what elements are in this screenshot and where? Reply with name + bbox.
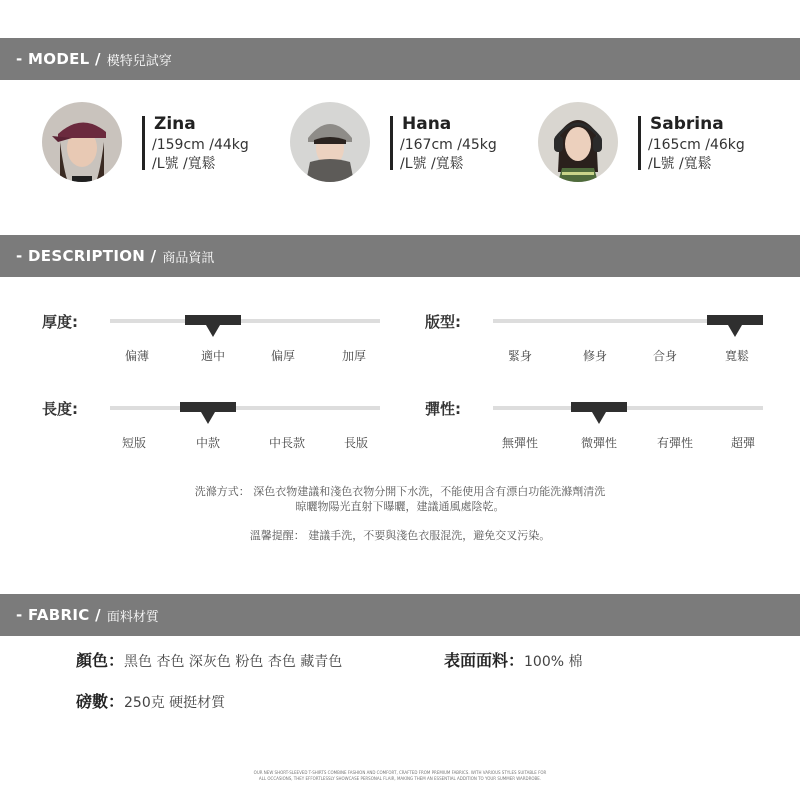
model-name: Zina [154, 114, 196, 134]
attribute-elasticity [425, 400, 765, 466]
fabric-material [444, 648, 583, 671]
section-title-en: - FABRIC / [16, 606, 101, 624]
model-card-hana [290, 100, 530, 190]
footer-tagline [0, 770, 800, 782]
attribute-label: 長度: [42, 400, 78, 418]
model-fit: /L號 /寬鬆 [152, 156, 216, 172]
attribute-option: 修身 [582, 349, 608, 363]
attribute-thickness [42, 313, 382, 379]
attribute-label: 彈性: [425, 400, 461, 418]
fabric-colors [76, 648, 342, 671]
attribute-track [110, 406, 380, 410]
weight-key: 磅數： [76, 692, 125, 711]
model-fit: /L號 /寬鬆 [648, 156, 712, 172]
attribute-option: 加厚 [341, 349, 367, 363]
wash-instructions [0, 484, 800, 514]
fabric-section-header [0, 594, 800, 636]
attribute-option: 緊身 [507, 349, 533, 363]
attribute-option: 超彈 [730, 436, 756, 450]
attribute-options [110, 347, 380, 363]
attribute-track [110, 319, 380, 323]
model-divider [638, 116, 641, 170]
model-avatar [290, 102, 370, 182]
model-photo-sabrina [538, 102, 618, 182]
footer-line-1: OUR NEW SHORT-SLEEVED T-SHIRTS COMBINE FASHION AND COMFORT, CRAFTED FROM PREMIUM FABRICS. WITH VARIOUS STYLES SUITABLE FOR [253, 770, 547, 775]
attribute-option: 中款 [195, 436, 221, 450]
material-value: 100% 棉 [524, 654, 583, 670]
attribute-option: 適中 [200, 349, 226, 363]
attribute-option: 有彈性 [656, 436, 694, 450]
section-title-zh: 面料材質 [106, 609, 159, 625]
fabric-weight [76, 689, 225, 712]
material-key: 表面面料： [444, 651, 525, 670]
model-photo-hana [290, 102, 370, 182]
attribute-length [42, 400, 382, 466]
attribute-option: 偏薄 [124, 349, 150, 363]
section-title-en: - DESCRIPTION / [16, 247, 157, 265]
model-avatar [42, 102, 122, 182]
attribute-option: 中長款 [268, 436, 306, 450]
attribute-label: 厚度: [42, 313, 78, 331]
model-divider [390, 116, 393, 170]
attribute-marker [180, 402, 236, 412]
wash-line-2: 晾曬物陽光直射下曝曬，建議通風處陰乾。 [295, 500, 505, 513]
model-stats: /167cm /45kg [400, 137, 497, 153]
attribute-marker [707, 315, 763, 325]
model-card-sabrina [538, 100, 778, 190]
attribute-option: 無彈性 [501, 436, 539, 450]
wash-line-1: 洗滌方式： 深色衣物建議和淺色衣物分開下水洗，不能使用含有漂白功能洗滌劑清洗 [194, 485, 606, 498]
care-reminder: 溫馨提醒： 建議手洗，不要與淺色衣服混洗，避免交叉污染。 [249, 529, 551, 542]
section-title-zh: 商品資訊 [162, 250, 215, 266]
attribute-option: 長版 [343, 436, 369, 450]
model-photo-zina [42, 102, 122, 182]
model-stats: /165cm /46kg [648, 137, 745, 153]
weight-value: 250克 硬挺材質 [124, 695, 226, 711]
attribute-options [493, 347, 763, 363]
attribute-options [493, 434, 763, 450]
model-card-zina [42, 100, 282, 190]
model-divider [142, 116, 145, 170]
description-section-header [0, 235, 800, 277]
section-title-en: - MODEL / [16, 50, 101, 68]
attribute-track [493, 319, 763, 323]
attribute-track [493, 406, 763, 410]
section-title-zh: 模特兒試穿 [106, 53, 172, 69]
attribute-marker [185, 315, 241, 325]
attribute-option: 短版 [121, 436, 147, 450]
attribute-fit [425, 313, 765, 379]
attribute-option: 偏厚 [270, 349, 296, 363]
colors-key: 顏色： [76, 651, 125, 670]
model-name: Hana [402, 114, 452, 134]
attribute-label: 版型: [425, 313, 461, 331]
model-stats: /159cm /44kg [152, 137, 249, 153]
attribute-option: 微彈性 [580, 436, 618, 450]
model-fit: /L號 /寬鬆 [400, 156, 464, 172]
model-name: Sabrina [650, 114, 724, 134]
attribute-options [110, 434, 380, 450]
footer-line-2: ALL OCCASIONS, THEY EFFORTLESSLY SHOWCASE PERSONAL FLAIR, MAKING THEM AN ESSENTIAL ADDITION TO YOUR SUMMER WARDROBE. [258, 776, 542, 781]
attribute-option: 寬鬆 [724, 349, 750, 363]
model-avatar [538, 102, 618, 182]
colors-value: 黑色 杏色 深灰色 粉色 杏色 藏青色 [124, 654, 343, 670]
attribute-marker [571, 402, 627, 412]
attribute-option: 合身 [652, 349, 678, 363]
model-section-header [0, 38, 800, 80]
